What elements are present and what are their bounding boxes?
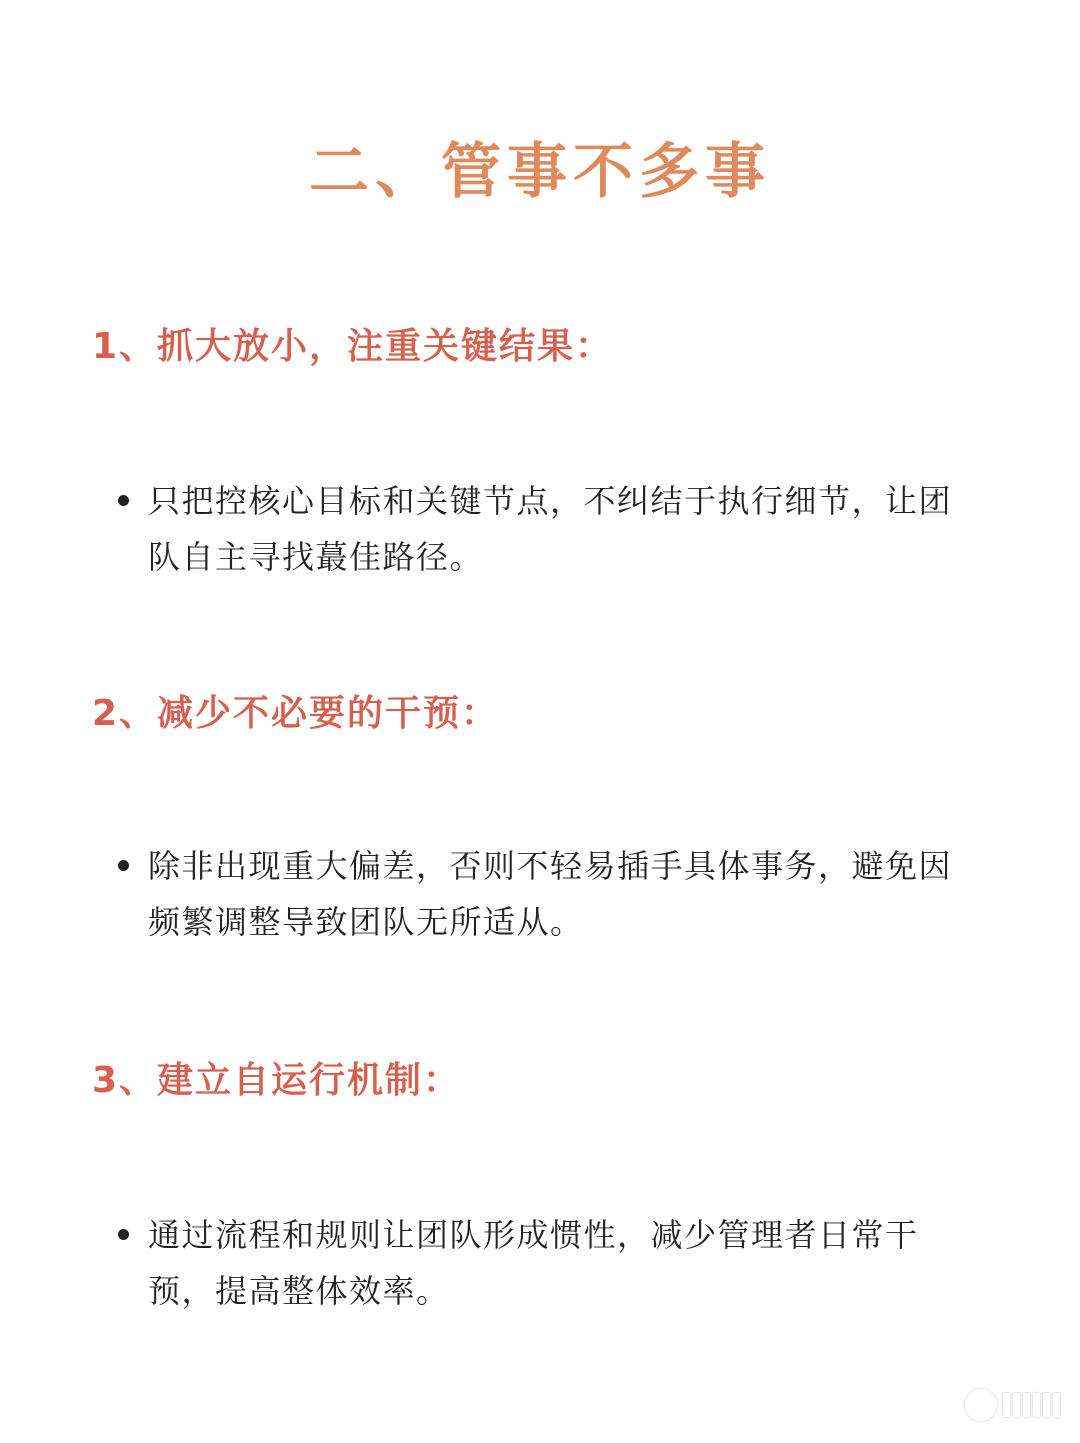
- watermark-circle-icon: [965, 1389, 997, 1421]
- page-title: 二、管事不多事: [309, 137, 771, 207]
- bullet-dot-icon: [118, 1229, 129, 1240]
- bullet-item-2: [118, 838, 988, 950]
- watermark-logo: [965, 1389, 1060, 1421]
- bullet-dot-icon: [118, 495, 129, 506]
- bullet-item-1: [118, 473, 988, 585]
- bullet-text-3: 通过流程和规则让团队形成惯性，减少管理者日常干预，提高整体效率。: [148, 1216, 919, 1310]
- section-heading-3: 3、建立自运行机制：: [92, 1060, 462, 1101]
- section-heading-1: 1、抓大放小，注重关键结果：: [92, 326, 614, 367]
- bullet-item-3: [118, 1207, 988, 1319]
- bullet-dot-icon: [118, 860, 129, 871]
- bullet-text-1: 只把控核心目标和关键节点，不纠结于执行细节，让团队自主寻找蕞佳路径。: [148, 482, 953, 576]
- section-heading-2: 2、减少不必要的干预：: [92, 693, 500, 734]
- bullet-text-2: 除非出现重大偏差，否则不轻易插手具体事务，避免因频繁调整导致团队无所适从。: [148, 847, 953, 941]
- watermark-bars-icon: [1003, 1393, 1060, 1417]
